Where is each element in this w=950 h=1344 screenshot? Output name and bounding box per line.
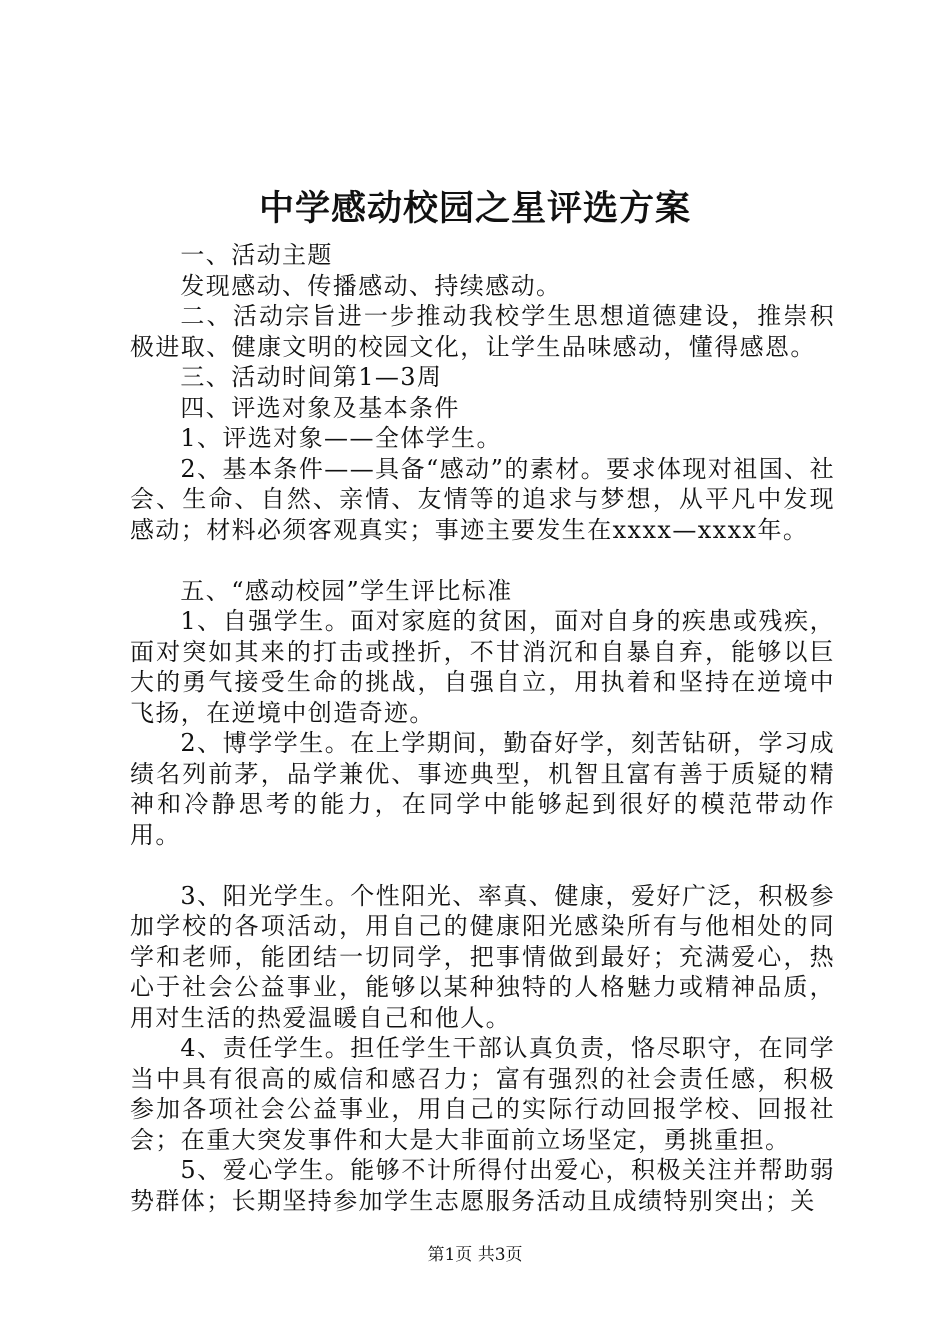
paragraph: 3、阳光学生。个性阳光、率真、健康，爱好广泛，积极参加学校的各项活动，用自己的健康阳光感染所有与他相处的同学和老师，能团结一切同学，把事情做到最好；充满爱心，热心于社会公益事业，能够以某种独特的人格魅力或精神品质，用对生活的热爱温暖自己和他人。	[130, 881, 835, 1032]
paragraph: 发现感动、传播感动、持续感动。	[180, 271, 562, 300]
section-heading: 三、活动时间第1—3周	[180, 363, 443, 391]
paragraph: 2、博学学生。在上学期间，勤奋好学，刻苦钻研，学习成绩名列前茅，品学兼优、事迹典型，机智且富有善于质疑的精神和冷静思考的能力，在同学中能够起到很好的模范带动作用。	[130, 729, 835, 849]
paragraph: 5、爱心学生。能够不计所得付出爱心，积极关注并帮助弱势群体；长期坚持参加学生志愿服务活动且成绩特别突出；关	[130, 1156, 835, 1215]
page-number: 第1页 共3页	[427, 1245, 523, 1265]
section-heading: 五、“感动校园”学生评比标准	[180, 576, 513, 605]
section-heading: 一、活动主题	[180, 241, 333, 269]
paragraph: 4、责任学生。担任学生干部认真负责，恪尽职守，在同学当中具有很高的威信和感召力；富有强烈的社会责任感，积极参加各项社会公益事业，用自己的实际行动回报学校、回报社会；在重大突发事件和大是大非面前立场坚定，勇挑重担。	[130, 1034, 835, 1154]
section-heading: 二、活动宗旨进一步推动我校学生思想道德建设，推崇积极进取、健康文明的校园文化，让学生品味感动，懂得感恩。	[130, 302, 835, 361]
document-body	[130, 240, 835, 1216]
paragraph: 2、基本条件——具备“感动”的素材。要求体现对祖国、社会、生命、自然、亲情、友情等的追求与梦想，从平凡中发现感动；材料必须客观真实；事迹主要发生在xxxx—xxxx年。	[130, 454, 835, 544]
document-title: 中学感动校园之星评选方案	[258, 188, 691, 229]
paragraph: 1、自强学生。面对家庭的贫困，面对自身的疾患或残疾，面对突如其来的打击或挫折，不甘消沉和自暴自弃，能够以巨大的勇气接受生命的挑战，自强自立，用执着和坚持在逆境中飞扬，在逆境中创造奇迹。	[130, 607, 835, 727]
paragraph: 1、评选对象——全体学生。	[180, 424, 502, 452]
section-heading: 四、评选对象及基本条件	[180, 393, 460, 422]
